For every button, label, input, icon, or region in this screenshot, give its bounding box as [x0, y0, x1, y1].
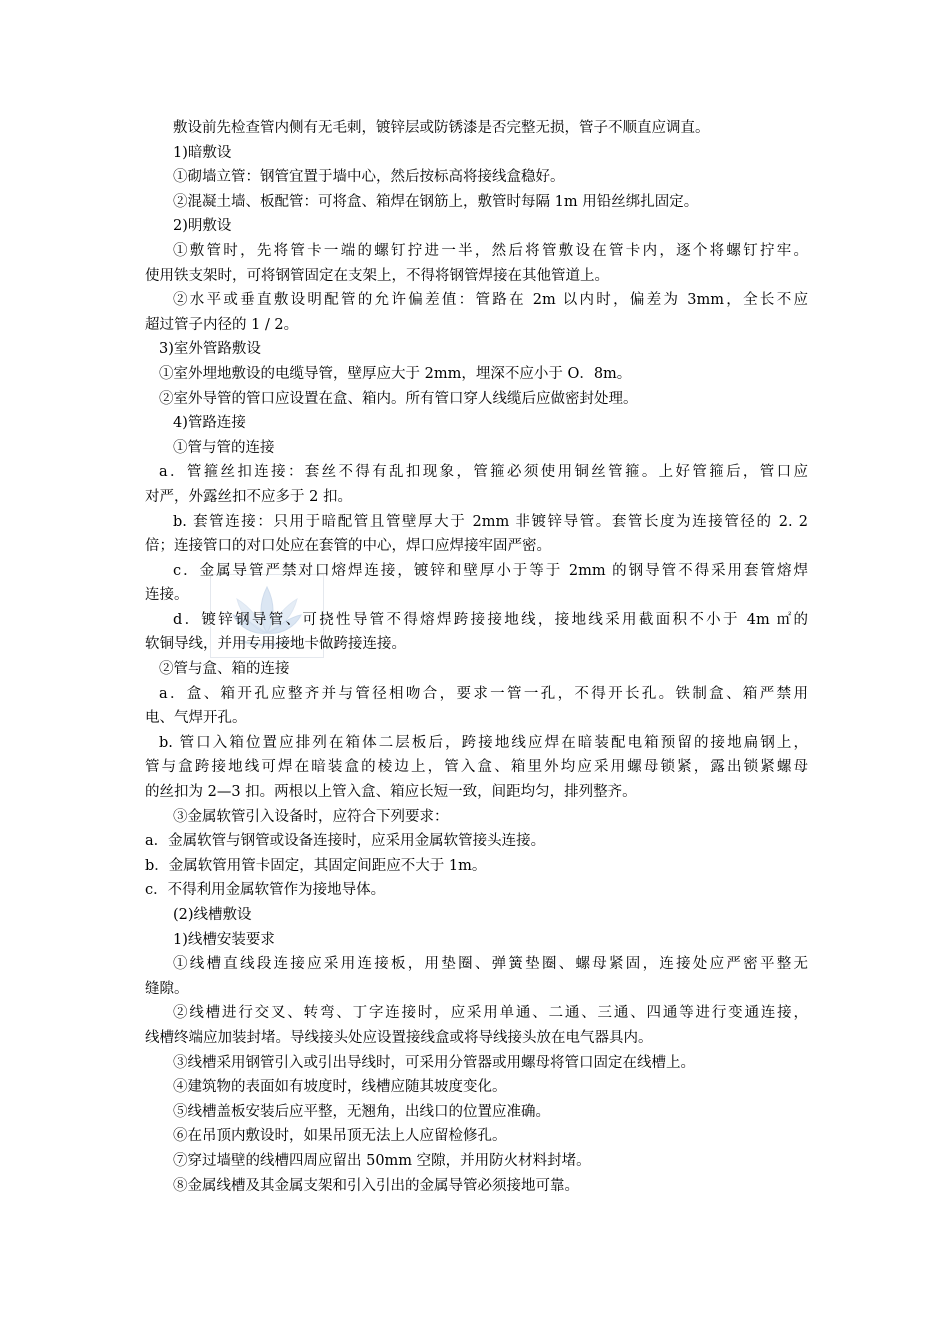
text-line: 线槽终端应加装封堵。导线接头处应设置接线盒或将导线接头放在电气器具内。 [145, 1029, 653, 1046]
text-line: ③金属软管引入设备时，应符合下列要求： [173, 808, 449, 825]
text-line: b．金属软管用管卡固定，其固定间距应不大于 1m。 [145, 857, 487, 874]
text-line: (2)线槽敷设 [173, 907, 252, 923]
text-line: 2)明敷设 [173, 218, 232, 235]
text-line: ②管与盒、箱的连接 [159, 661, 290, 678]
text-line: 对严，外露丝扣不应多于 2 扣。 [145, 488, 352, 505]
text-line: ⑧金属线槽及其金属支架和引入引出的金属导管必须接地可靠。 [173, 1177, 579, 1194]
text-line: 使用铁支架时，可将钢管固定在支架上，不得将钢管焊接在其他管道上。 [145, 267, 609, 284]
text-line: 4)管路连接 [173, 415, 246, 432]
text-line: d．镀锌钢导管、可挠性导管不得熔焊跨接接地线，接地线采用截面积不小于 4m ㎡的 [173, 611, 808, 628]
text-line: 的丝扣为 2—3 扣。两根以上管入盒、箱应长短一致，间距均匀，排列整齐。 [145, 784, 637, 801]
text-line: 电、气焊开孔。 [145, 710, 247, 727]
text-line: ①室外埋地敷设的电缆导管，壁厚应大于 2mm，埋深不应小于 O．8m。 [159, 365, 632, 382]
text-line: 软铜导线，并用专用接地卡做跨接连接。 [145, 636, 406, 653]
text-line: a．金属软管与钢管或设备连接时，应采用金属软管接头连接。 [145, 833, 546, 850]
document-body [143, 116, 808, 1198]
text-line: 管与盒跨接地线可焊在暗装盒的棱边上，管入盒、箱里外均应采用螺母锁紧，露出锁紧螺母 [145, 759, 808, 776]
text-line: ①管与管的连接 [173, 439, 275, 456]
text-line: ⑤线槽盖板安装后应平整，无翘角，出线口的位置应准确。 [173, 1103, 550, 1120]
text-line: ⑦穿过墙壁的线槽四周应留出 50mm 空隙，并用防火材料封堵。 [173, 1152, 591, 1169]
text-line: ①敷管时，先将管卡一端的螺钉拧进一半，然后将管敷设在管卡内，逐个将螺钉拧牢。 [173, 242, 808, 259]
text-line: ②混凝土墙、板配管：可将盒、箱焊在钢筋上，敷管时每隔 1m 用铅丝绑扎固定。 [173, 193, 699, 210]
text-line: c．不得利用金属软管作为接地导体。 [145, 882, 386, 899]
text-line: ③线槽采用钢管引入或引出导线时，可采用分管器或用螺母将管口固定在线槽上。 [173, 1054, 695, 1071]
text-line: b. 套管连接：只用于暗配管且管壁厚大于 2mm 非镀锌导管。套管长度为连接管径的 2. 2 [173, 513, 808, 530]
text-line: ①砌墙立管：钢管宜置于墙中心，然后按标高将接线盒稳好。 [173, 169, 565, 186]
text-line: ④建筑物的表面如有坡度时，线槽应随其坡度变化。 [173, 1079, 507, 1096]
text-line: ②线槽进行交叉、转弯、丁字连接时，应采用单通、二通、三通、四通等进行变通连接， [173, 1005, 808, 1022]
text-line: a．管箍丝扣连接：套丝不得有乱扣现象，管箍必须使用铜丝管箍。上好管箍后，管口应 [159, 464, 808, 481]
text-line: 1)暗敷设 [173, 144, 232, 161]
text-line: 倍；连接管口的对口处应在套管的中心，焊口应焊接牢固严密。 [145, 538, 551, 555]
text-line: 缝隙。 [145, 980, 189, 997]
text-line: c．金属导管严禁对口熔焊连接，镀锌和壁厚小于等于 2mm 的钢导管不得采用套管熔焊 [173, 562, 808, 579]
text-line: 1)线槽安装要求 [173, 931, 275, 948]
text-line: ⑥在吊顶内敷设时，如果吊顶无法上人应留检修孔。 [173, 1128, 507, 1145]
text-line: 超过管子内径的 1 / 2。 [145, 316, 299, 333]
text-line: a．盒、箱开孔应整齐并与管径相吻合，要求一管一孔，不得开长孔。铁制盒、箱严禁用 [159, 685, 808, 702]
text-line: 敷设前先检查管内侧有无毛刺，镀锌层或防锈漆是否完整无损，管子不顺直应调直。 [173, 120, 710, 136]
text-line: ②水平或垂直敷设明配管的允许偏差值：管路在 2m 以内时，偏差为 3mm，全长不应 [173, 292, 808, 309]
text-line: ②室外导管的管口应设置在盒、箱内。所有管口穿人线缆后应做密封处理。 [159, 390, 638, 407]
text-line: ①线槽直线段连接应采用连接板，用垫圈、弹簧垫圈、螺母紧固，连接处应严密平整无 [173, 956, 808, 973]
text-line: 连接。 [145, 587, 189, 604]
text-line: b. 管口入箱位置应排列在箱体二层板后，跨接地线应焊在暗装配电箱预留的接地扁钢上， [159, 734, 808, 751]
text-line: 3)室外管路敷设 [159, 341, 261, 358]
